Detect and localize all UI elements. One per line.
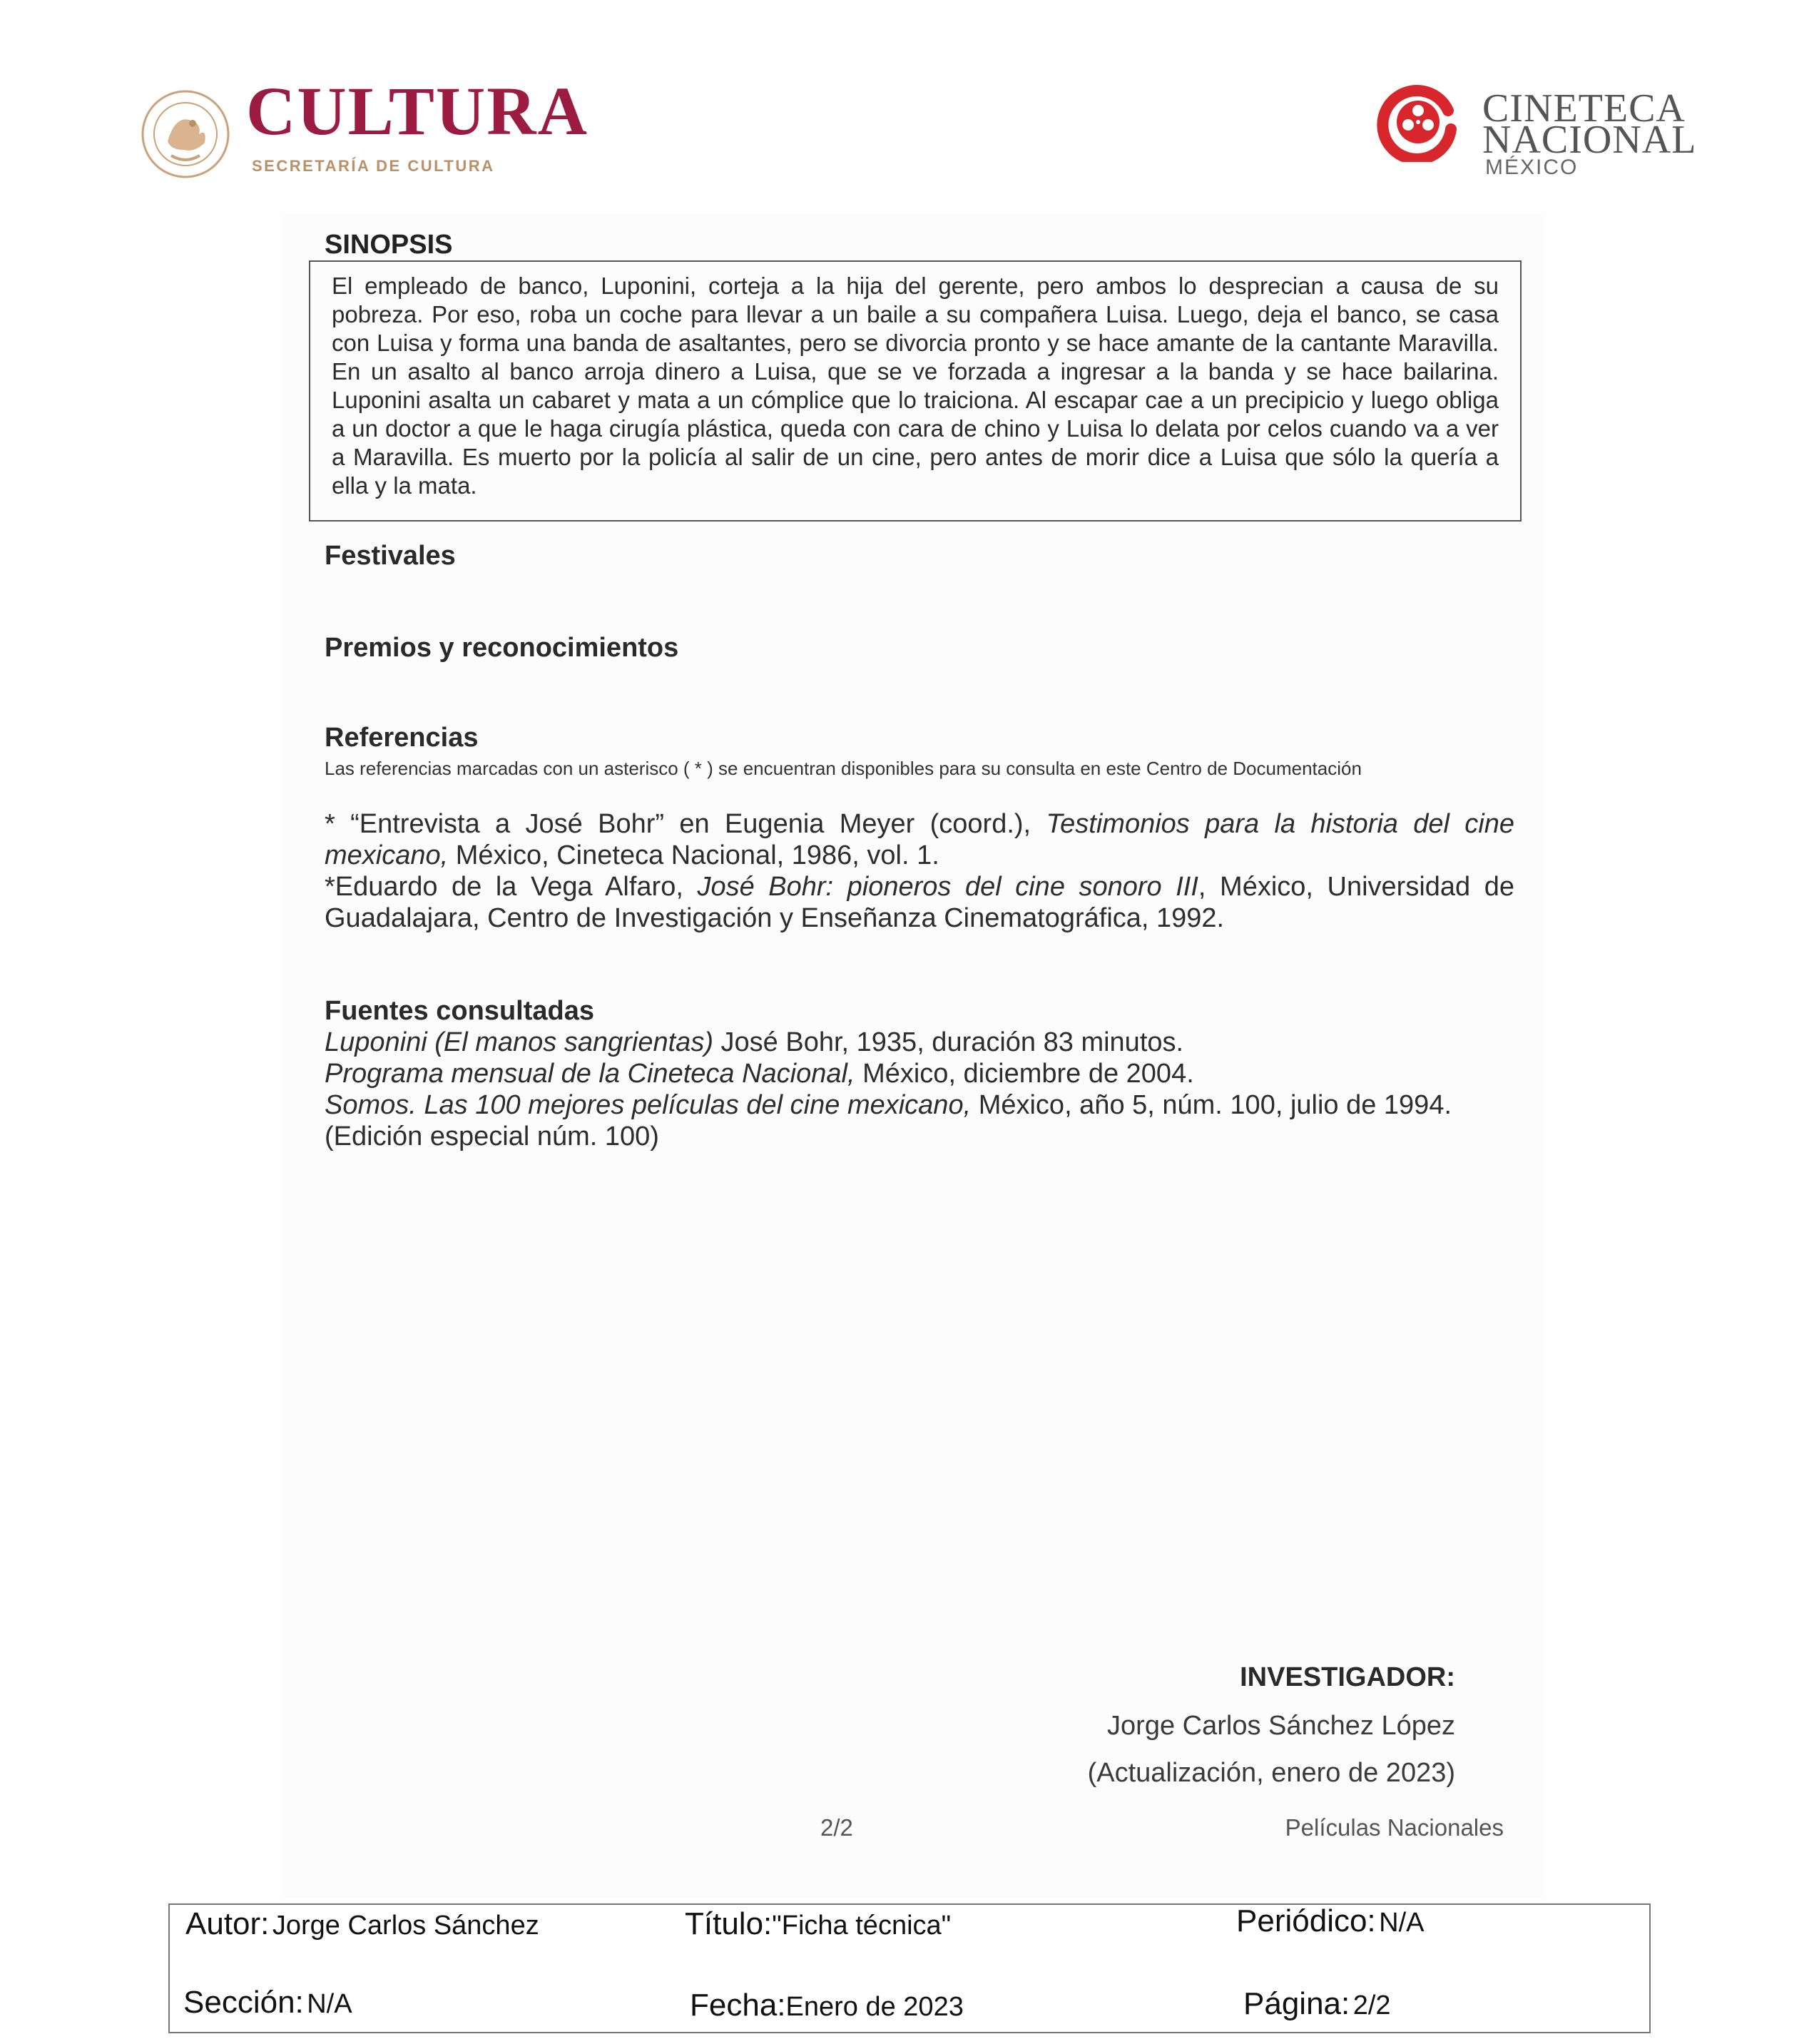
investigador-name: Jorge Carlos Sánchez López [1107, 1711, 1455, 1741]
seccion-field [183, 1985, 352, 2020]
references-list [325, 808, 1514, 934]
referencias-heading: Referencias [325, 723, 479, 753]
cineteca-logo-line2: NACIONAL [1482, 118, 1697, 162]
autor-label: Autor: [185, 1906, 270, 1941]
mexican-seal-icon [139, 84, 232, 184]
fecha-value: Enero de 2023 [785, 1992, 964, 2022]
cultura-logo-subtitle: SECRETARÍA DE CULTURA [252, 157, 495, 175]
cineteca-logo-line3: MÉXICO [1485, 156, 1579, 179]
source-item: Luponini (El manos sangrientas) José Bohr, 1935, duración 83 minutos. [325, 1027, 1184, 1057]
reference-item: *Eduardo de la Vega Alfaro, José Bohr: pioneros del cine sonoro III, México, Universidad de Guadalajara, Centro de Investigación y Enseñanza Cinematográfica, 1992. [325, 872, 1514, 933]
cultura-logo-title: CULTURA [246, 73, 588, 149]
pagina-value: 2/2 [1352, 1990, 1391, 2020]
autor-field [185, 1906, 539, 1942]
source-item: Programa mensual de la Cineteca Nacional, México, diciembre de 2004. [325, 1059, 1194, 1089]
collection-label: Películas Nacionales [1285, 1814, 1504, 1841]
film-reel-icon [1377, 82, 1457, 162]
titulo-field [685, 1906, 951, 1942]
autor-value: Jorge Carlos Sánchez [272, 1911, 539, 1941]
seccion-value: N/A [307, 1989, 352, 2019]
synopsis-text: El empleado de banco, Luponini, corteja a la hija del gerente, pero ambos lo desprecian a causa de su pobreza. Por eso, roba un coche para llevar a un baile a su compañera Luisa. Luego, deja el banco, se casa con Luisa y forma una banda de asaltantes, pero se divorcia pronto y se hace amante de la cantante Maravilla. En un asalto al banco arroja dinero a Luisa, que se ve forzada a ingresar a la banda y se hace bailarina. Luponini asalta un cabaret y mata a un cómplice que lo traiciona. Al escapar cae a un precipicio y luego obliga a un doctor a que le haga cirugía plástica, queda con cara de chino y Luisa lo delata por celos cuando va a ver a Maravilla. Es muerto por la policía al salir de un cine, pero antes de morir dice a Luisa que sólo la quería a ella y la mata. [332, 273, 1499, 499]
pagina-label: Página: [1243, 1986, 1350, 2021]
pagina-field [1243, 1986, 1391, 2022]
investigador-label: INVESTIGADOR: [1240, 1662, 1455, 1692]
cineteca-logo-line1: CINETECA [1482, 86, 1686, 131]
fecha-field [690, 1988, 964, 2023]
titulo-value: "Ficha técnica" [772, 1911, 952, 1941]
sources-list [325, 1027, 1537, 1152]
periodico-field [1236, 1903, 1424, 1939]
premios-heading: Premios y reconocimientos [325, 633, 679, 663]
source-item: (Edición especial núm. 100) [325, 1122, 659, 1151]
investigador-update: (Actualización, enero de 2023) [1087, 1758, 1455, 1788]
festivales-heading: Festivales [325, 541, 456, 571]
synopsis-box [309, 260, 1522, 522]
reference-item: * “Entrevista a José Bohr” en Eugenia Meyer (coord.), Testimonios para la historia del cine mexicano, México, Cineteca Nacional, 1986, vol. 1. [325, 809, 1514, 870]
referencias-note: Las referencias marcadas con un asterisco ( * ) se encuentran disponibles para su consulta en este Centro de Documentación [325, 758, 1362, 779]
seccion-label: Sección: [183, 1985, 304, 2020]
fuentes-heading: Fuentes consultadas [325, 996, 594, 1026]
page-number: 2/2 [820, 1814, 853, 1841]
source-item: Somos. Las 100 mejores películas del cine mexicano, México, año 5, núm. 100, julio de 1994. [325, 1090, 1452, 1120]
fecha-label: Fecha: [690, 1988, 786, 2023]
synopsis-heading: SINOPSIS [325, 230, 453, 260]
periodico-label: Periódico: [1236, 1903, 1376, 1938]
periodico-value: N/A [1379, 1908, 1425, 1938]
titulo-label: Título: [685, 1906, 773, 1941]
